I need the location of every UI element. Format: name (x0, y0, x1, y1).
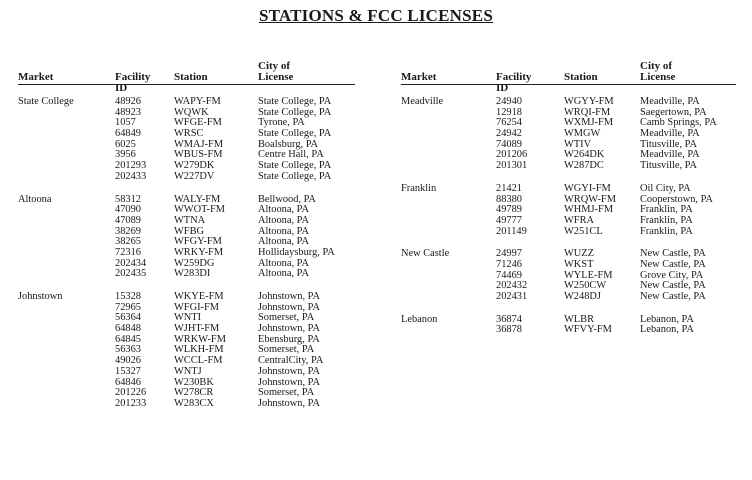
city-cell: Meadville, PA (640, 128, 700, 140)
header-underline (401, 84, 736, 85)
header-facility-id: Facility ID (115, 71, 151, 94)
station-cell: WRQI-FM (564, 106, 611, 118)
city-cell: Centre Hall, PA (258, 149, 324, 161)
station-cell: WCCL-FM (174, 355, 223, 367)
city-cell: Titusville, PA (640, 138, 697, 150)
station-cell: WFVY-FM (564, 324, 612, 336)
station-cell: WBUS-FM (174, 149, 223, 161)
market-name: Lebanon (401, 313, 438, 325)
city-cell: Ebensburg, PA (258, 333, 320, 345)
facility-id-cell: 3956 (115, 149, 136, 161)
station-cell: W287DC (564, 160, 604, 172)
station-cell: WFGI-FM (174, 301, 220, 313)
market-name: Meadville (401, 96, 444, 107)
city-cell: Johnstown, PA (258, 323, 320, 335)
facility-id-cell: 49789 (496, 204, 522, 216)
city-cell: Altoona, PA (258, 236, 309, 248)
city-cell: State College, PA (258, 128, 332, 140)
station-cell: WKYE-FM (174, 291, 224, 302)
facility-id-cell: 21421 (496, 182, 522, 194)
station-cell: WNTI (174, 312, 202, 324)
station-cell: W227DV (174, 170, 215, 182)
facility-id-cell: 202431 (496, 291, 528, 302)
facility-id-cell: 24940 (496, 96, 522, 107)
facility-id-cell: 47090 (115, 204, 141, 216)
facility-id-cell: 49026 (115, 355, 141, 367)
city-cell: Altoona, PA (258, 214, 309, 226)
station-cell: WUZZ (564, 248, 595, 260)
city-cell: Altoona, PA (258, 268, 309, 280)
header-underline (18, 84, 355, 85)
city-cell: Grove City, PA (640, 269, 704, 281)
city-cell: Johnstown, PA (258, 365, 320, 377)
header-station: Station (174, 71, 208, 83)
city-cell: Bellwood, PA (258, 193, 316, 205)
header-station: Station (564, 71, 598, 83)
city-cell: Franklin, PA (640, 204, 693, 216)
facility-id-cell: 38265 (115, 236, 141, 248)
city-cell: Saegertown, PA (640, 106, 707, 118)
facility-id-cell: 71246 (496, 258, 522, 270)
facility-id-cell: 74469 (496, 269, 522, 281)
station-cell: WFBG (174, 225, 205, 237)
header-city-line1: City of (258, 60, 291, 72)
station-cell: WXMJ-FM (564, 117, 614, 129)
facility-id-cell: 12918 (496, 106, 522, 118)
station-cell: WQWK (174, 106, 209, 118)
city-cell: Altoona, PA (258, 225, 309, 237)
city-cell: New Castle, PA (640, 291, 706, 302)
facility-id-cell: 48923 (115, 106, 141, 118)
header-city-line2: License (258, 71, 294, 83)
station-cell: W264DK (564, 149, 605, 161)
facility-id-cell: 202432 (496, 280, 528, 292)
facility-id-cell: 72965 (115, 301, 141, 313)
facility-id-cell: 88380 (496, 193, 522, 205)
facility-id-cell: 15328 (115, 291, 141, 302)
station-cell: WNTJ (174, 365, 202, 377)
station-cell: WALY-FM (174, 193, 221, 205)
city-cell: State College, PA (258, 160, 332, 172)
header-city-of-license (258, 61, 293, 83)
facility-id-cell: 38269 (115, 225, 141, 237)
facility-id-cell: 74089 (496, 138, 522, 150)
facility-id-cell: 201226 (115, 387, 147, 399)
facility-id-cell: 202435 (115, 268, 147, 280)
city-cell: Johnstown, PA (258, 301, 320, 313)
city-cell: Somerset, PA (258, 312, 315, 324)
facility-id-cell: 36874 (496, 313, 522, 325)
facility-id-cell: 76254 (496, 117, 522, 129)
city-cell: New Castle, PA (640, 258, 706, 270)
city-cell: New Castle, PA (640, 280, 706, 292)
station-cell: WWOT-FM (174, 204, 225, 216)
station-cell: W230BK (174, 376, 214, 388)
city-cell: Cooperstown, PA (640, 193, 713, 205)
city-cell: Lebanon, PA (640, 324, 694, 336)
station-cell: W251CL (564, 225, 603, 237)
city-cell: State College, PA (258, 106, 332, 118)
station-cell: WKST (564, 258, 594, 270)
city-cell: Johnstown, PA (258, 397, 320, 409)
city-cell: Oil City, PA (640, 182, 691, 194)
station-cell: WRKW-FM (174, 333, 226, 345)
city-cell: Camb Springs, PA (640, 117, 717, 129)
facility-id-cell: 64849 (115, 128, 141, 140)
station-cell: WRQW-FM (564, 193, 616, 205)
city-cell: Meadville, PA (640, 96, 700, 107)
city-cell: Franklin, PA (640, 225, 693, 237)
facility-id-cell: 15327 (115, 365, 141, 377)
facility-id-cell: 64848 (115, 323, 141, 335)
facility-id-cell: 6025 (115, 138, 136, 150)
station-cell: WGYI-FM (564, 182, 611, 194)
station-cell: W283CX (174, 397, 214, 409)
station-cell: WGYY-FM (564, 96, 614, 107)
market-name: Franklin (401, 182, 437, 194)
city-cell: Johnstown, PA (258, 291, 320, 302)
city-cell: Somerset, PA (258, 387, 315, 399)
facility-id-cell: 201206 (496, 149, 528, 161)
header-market: Market (401, 71, 437, 83)
market-name: Johnstown (18, 291, 63, 302)
facility-id-cell: 48926 (115, 96, 141, 107)
facility-id-cell: 202434 (115, 257, 147, 269)
facility-id-cell: 1057 (115, 117, 136, 129)
header-city-line1: City of (640, 60, 673, 72)
station-cell: WFRA (564, 214, 595, 226)
facility-id-cell: 201149 (496, 225, 527, 237)
facility-id-cell: 72316 (115, 246, 141, 258)
city-cell: Altoona, PA (258, 204, 309, 216)
city-cell: State College, PA (258, 170, 332, 182)
station-cell: WTIV (564, 138, 592, 150)
city-cell: Tyrone, PA (258, 117, 305, 129)
facility-id-cell: 201293 (115, 160, 147, 172)
station-cell: WMAJ-FM (174, 138, 224, 150)
facility-id-cell: 36878 (496, 324, 522, 336)
city-cell: Johnstown, PA (258, 376, 320, 388)
station-cell: WAPY-FM (174, 96, 221, 107)
station-cell: W278CR (174, 387, 214, 399)
station-cell: W248DJ (564, 291, 601, 302)
facility-id-cell: 56364 (115, 312, 141, 324)
header-city-line2: License (640, 71, 676, 83)
facility-id-cell: 64846 (115, 376, 141, 388)
city-cell: Altoona, PA (258, 257, 309, 269)
market-name: Altoona (18, 193, 52, 205)
facility-id-cell: 24942 (496, 128, 522, 140)
facility-id-cell: 24997 (496, 248, 522, 260)
station-cell: WYLE-FM (564, 269, 613, 281)
station-cell: WHMJ-FM (564, 204, 614, 216)
station-cell: WFGE-FM (174, 117, 222, 129)
station-cell: WLKH-FM (174, 344, 224, 356)
header-city-of-license (640, 61, 675, 83)
city-cell: New Castle, PA (640, 248, 706, 260)
station-cell: W283DI (174, 268, 211, 280)
station-cell: WFGY-FM (174, 236, 222, 248)
station-cell: WTNA (174, 214, 206, 226)
facility-id-cell: 202433 (115, 170, 147, 182)
city-cell: CentralCity, PA (258, 355, 324, 367)
market-name: State College (18, 96, 74, 107)
city-cell: Lebanon, PA (640, 313, 694, 325)
station-cell: WRKY-FM (174, 246, 224, 258)
page-title: STATIONS & FCC LICENSES (258, 6, 493, 25)
facility-id-cell: 201301 (496, 160, 528, 172)
station-cell: W259DG (174, 257, 215, 269)
city-cell: Meadville, PA (640, 149, 700, 161)
facility-id-cell: 58312 (115, 193, 141, 205)
station-cell: WJHT-FM (174, 323, 220, 335)
station-cell: WRSC (174, 128, 204, 140)
city-cell: Boalsburg, PA (258, 138, 319, 150)
city-cell: State College, PA (258, 96, 332, 107)
station-cell: WMGW (564, 128, 601, 140)
city-cell: Titusville, PA (640, 160, 697, 172)
header-market: Market (18, 71, 54, 83)
station-cell: W279DK (174, 160, 215, 172)
station-cell: WLBR (564, 313, 595, 325)
facility-id-cell: 49777 (496, 214, 522, 226)
city-cell: Franklin, PA (640, 214, 693, 226)
facility-id-cell: 201233 (115, 397, 147, 409)
header-facility-id: Facility ID (496, 71, 532, 94)
facility-id-cell: 47089 (115, 214, 141, 226)
facility-id-cell: 56363 (115, 344, 141, 356)
city-cell: Hollidaysburg, PA (258, 246, 335, 258)
facility-id-cell: 64845 (115, 333, 141, 345)
station-cell: W250CW (564, 280, 607, 292)
market-name: New Castle (401, 248, 450, 260)
city-cell: Somerset, PA (258, 344, 315, 356)
